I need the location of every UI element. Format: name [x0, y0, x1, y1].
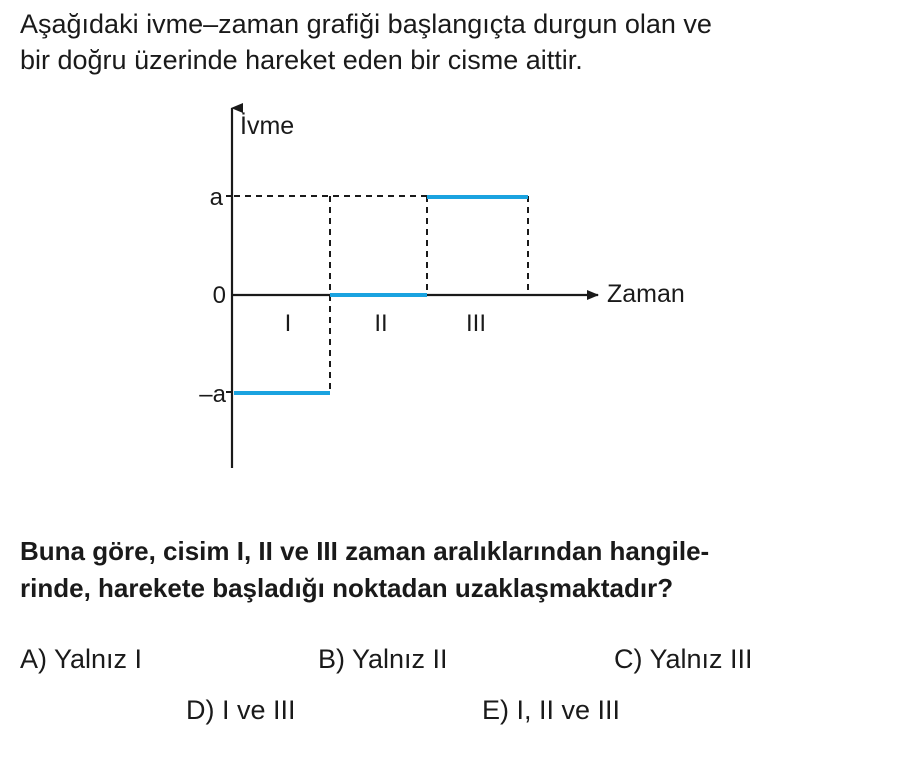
- y-axis-label: İvme: [240, 112, 295, 140]
- choice-c[interactable]: C) Yalnız III: [614, 644, 753, 674]
- choice-a[interactable]: A) Yalnız I: [20, 644, 143, 674]
- y-tick-zero: 0: [212, 282, 226, 309]
- choice-d[interactable]: D) I ve III: [186, 695, 296, 725]
- question-text: [20, 533, 895, 607]
- y-tick-minus-a: –a: [199, 381, 226, 408]
- question-line-1: Buna göre, cisim I, II ve III zaman aralıklarından hangile-: [20, 536, 710, 566]
- intro-line-1: Aşağıdaki ivme–zaman grafiği başlangıçta durgun olan ve: [20, 9, 712, 39]
- y-tick-a: a: [209, 184, 223, 211]
- intro-line-2: bir doğru üzerinde hareket eden bir cisme aittir.: [20, 45, 583, 75]
- interval-label-I: I: [284, 310, 292, 337]
- question-line-2: rinde, harekete başladığı noktadan uzaklaşmaktadır?: [20, 573, 674, 603]
- choice-b[interactable]: B) Yalnız II: [318, 644, 448, 674]
- interval-label-II: II: [374, 310, 388, 337]
- x-axis-label: Zaman: [607, 280, 685, 308]
- choice-e[interactable]: E) I, II ve III: [482, 695, 621, 725]
- interval-label-III: III: [465, 310, 487, 337]
